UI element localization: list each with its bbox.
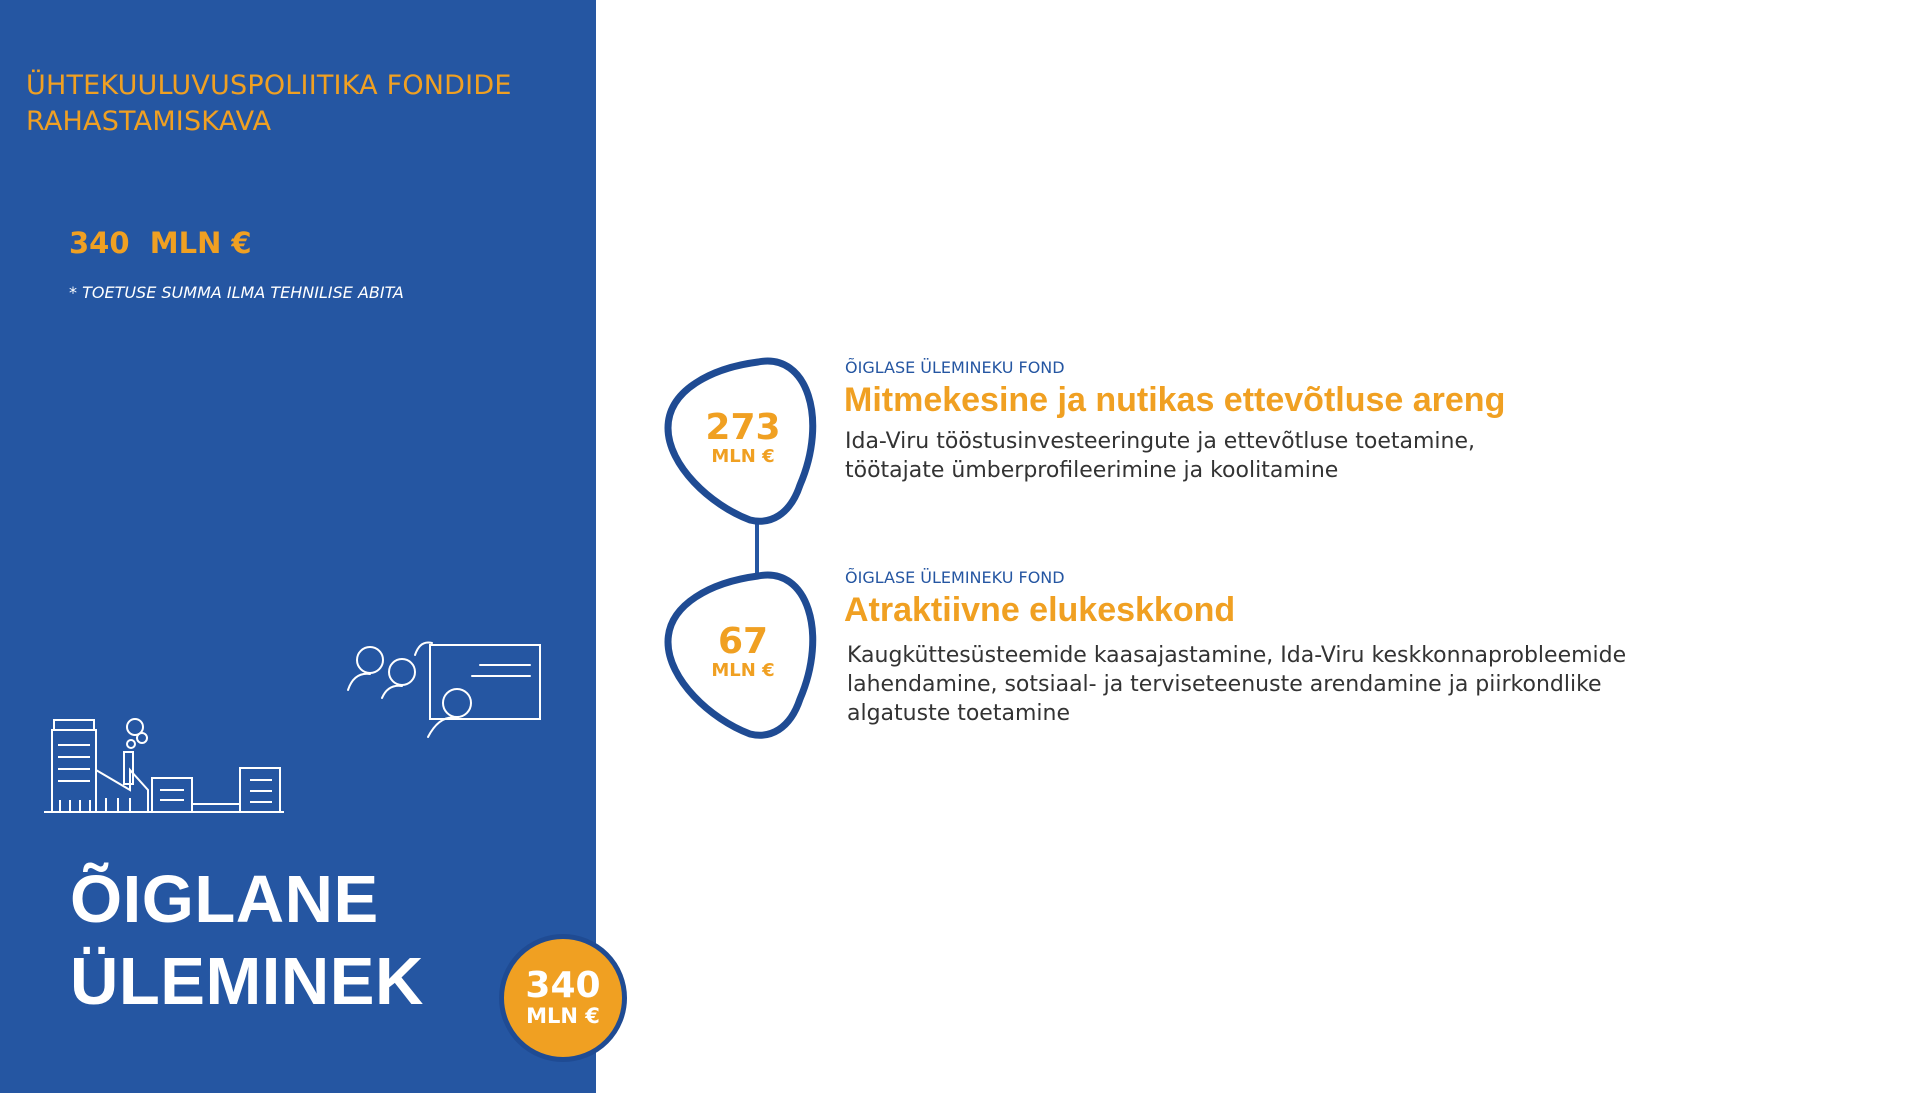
amount-1-number: 273 — [705, 407, 781, 448]
main-title-line-2: ÜLEMINEK — [70, 944, 424, 1019]
plan-title-line-1: ÜHTEKUULUVUSPOLIITIKA FONDIDE — [26, 70, 512, 101]
item-2-title: Atraktiivne elukeskkond — [844, 591, 1236, 629]
item-2-description — [847, 641, 1626, 728]
footnote: * TOETUSE SUMMA ILMA TEHNILISE ABITA — [69, 283, 404, 302]
amount-2-unit: MLN € — [711, 660, 775, 681]
total-badge-unit: MLN € — [526, 1004, 600, 1028]
amount-2 — [683, 623, 803, 681]
total-amount: 340 MLN € — [69, 226, 252, 260]
main-title-line-1: ÕIGLANE — [70, 862, 379, 937]
item-2-description-line: algatuste toetamine — [847, 701, 1070, 726]
plan-title-line-2: RAHASTAMISKAVA — [26, 106, 272, 137]
item-2-fund-label: ÕIGLASE ÜLEMINEKU FOND — [845, 568, 1065, 587]
item-1-description-line: töötajate ümberprofileerimine ja koolitamine — [845, 458, 1339, 483]
item-1-title: Mitmekesine ja nutikas ettevõtluse areng — [844, 381, 1506, 419]
total-badge-number: 340 — [525, 965, 601, 1006]
amount-1-unit: MLN € — [711, 446, 775, 467]
item-2-description-line: lahendamine, sotsiaal- ja terviseteenuste arendamine ja piirkondlike — [847, 672, 1602, 697]
amount-2-number: 67 — [717, 621, 769, 662]
item-1-description-line: Ida-Viru tööstusinvesteeringute ja ettevõtluse toetamine, — [845, 429, 1476, 454]
item-1-fund-label: ÕIGLASE ÜLEMINEKU FOND — [845, 358, 1065, 377]
amount-1 — [683, 409, 803, 467]
item-1-description — [845, 427, 1475, 485]
item-2-description-line: Kaugküttesüsteemide kaasajastamine, Ida-Viru keskkonnaprobleemide — [847, 643, 1627, 668]
